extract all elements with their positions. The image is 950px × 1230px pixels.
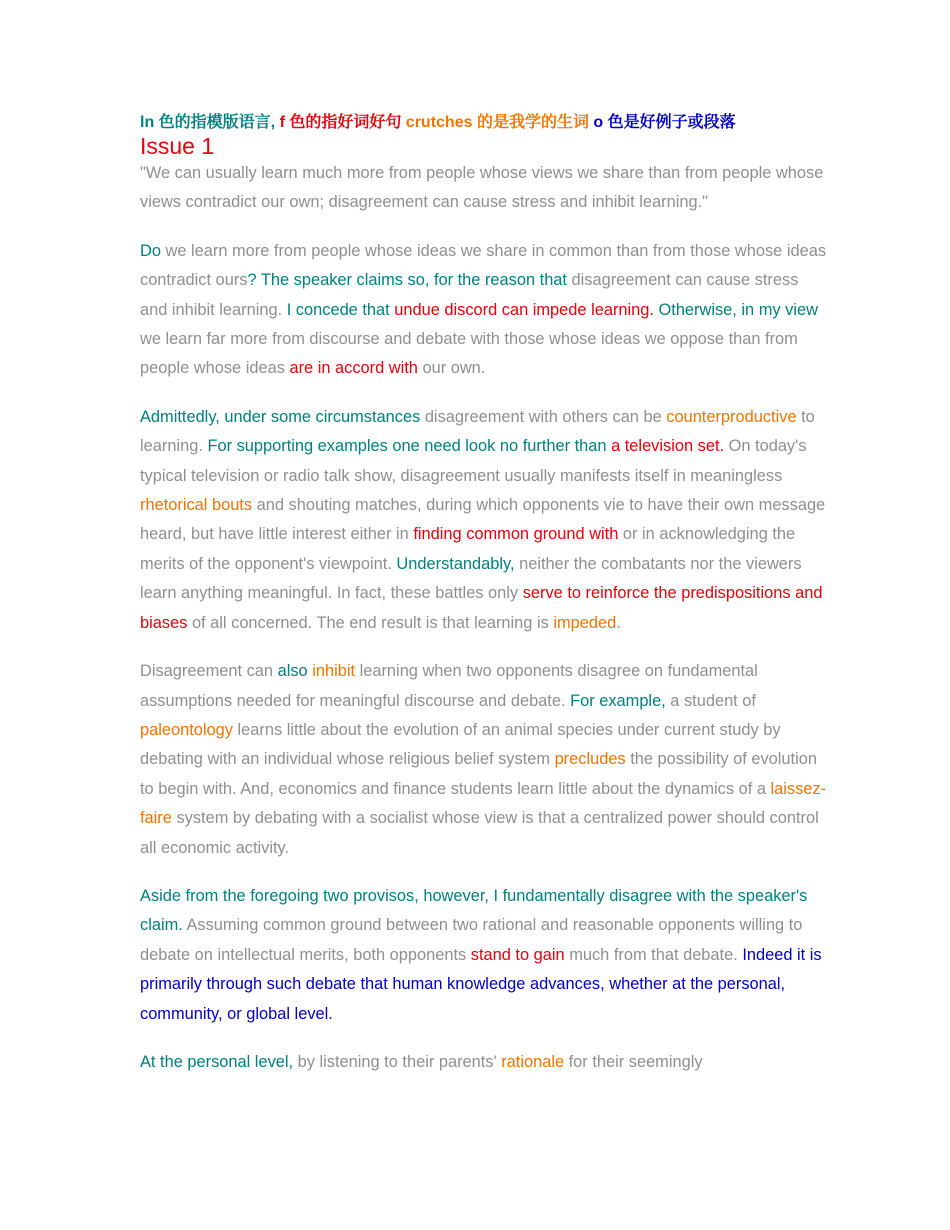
text-segment: a student of xyxy=(665,691,756,710)
legend-teal-label: ln 色的指模版语言, xyxy=(140,114,276,131)
text-segment: by listening to their parents' xyxy=(293,1052,502,1071)
essay-paragraph xyxy=(140,237,830,384)
text-segment: for their seemingly xyxy=(564,1052,703,1071)
text-segment: At the personal level, xyxy=(140,1052,294,1071)
text-segment: Otherwise, in my view xyxy=(658,300,818,319)
text-segment: a television set. xyxy=(606,437,725,456)
essay-paragraph xyxy=(140,657,830,863)
text-segment: we learn far more from discourse and debate with those whose ideas we oppose than from people whose ideas xyxy=(140,330,798,378)
text-segment: and shouting matches, during which opponents vie to have their own message heard, but have little interest either in xyxy=(140,496,826,544)
text-segment: system by debating with a socialist whose view is that a centralized power should control all economic activity. xyxy=(140,809,819,857)
legend-red-label: f 色的指好词好句 xyxy=(275,114,406,131)
legend-orange-label: crutches 的是我学的生词 xyxy=(405,114,594,131)
text-segment: undue discord can impede learning. xyxy=(394,300,654,319)
text-segment: impeded xyxy=(553,613,617,632)
text-segment: neither the combatants nor the viewers learn anything meaningful. In fact, these battles only xyxy=(140,554,802,603)
text-segment: I concede that xyxy=(286,300,395,319)
essay-paragraph xyxy=(140,403,830,638)
text-segment: For example, xyxy=(570,691,666,710)
text-segment: are in accord with xyxy=(289,359,418,378)
essay-paragraph xyxy=(140,882,830,1029)
text-segment: learns little about the evolution of an animal species under current study by debating with an individual whose religious belief system xyxy=(140,720,781,769)
text-segment: For supporting examples one need look no further than xyxy=(207,437,607,456)
text-segment: much from that debate. xyxy=(564,945,743,964)
text-segment: precludes xyxy=(554,750,626,769)
text-segment: paleontology xyxy=(140,720,233,739)
text-segment: of all concerned. The end result is that learning is xyxy=(187,613,554,632)
essay-paragraph xyxy=(140,1048,830,1077)
text-segment: counterproductive xyxy=(666,407,797,426)
text-segment: the possibility of evolution to begin with. And, economics and finance students learn little about the dynamics of a xyxy=(140,750,817,798)
text-segment: Do xyxy=(140,241,161,260)
issue-title: Issue 1 xyxy=(140,133,215,159)
text-segment: to learning. xyxy=(140,407,815,456)
color-legend xyxy=(140,112,830,134)
text-segment: . xyxy=(616,613,621,632)
text-segment: inhibit xyxy=(312,662,356,681)
text-segment: Admittedly, under some circumstances xyxy=(140,407,421,426)
text-segment: rationale xyxy=(501,1052,565,1071)
text-segment: rhetorical bouts xyxy=(140,496,253,515)
text-segment: Aside from the foregoing two provisos, however, I fundamentally disagree with the speaker's claim. xyxy=(140,886,808,935)
essay-body xyxy=(140,237,830,1078)
text-segment: Disagreement can xyxy=(140,662,278,681)
text-segment: learning when two opponents disagree on fundamental assumptions needed for meaningful discourse and debate. xyxy=(140,662,758,710)
text-segment: ? The speaker claims so, for the reason that xyxy=(247,271,567,290)
issue-prompt: "We can usually learn much more from people whose views we share than from people whose views contradict our own; disagreement can cause stress and inhibit learning." xyxy=(140,164,824,212)
text-segment: Assuming common ground between two rational and reasonable opponents willing to debate on intellectual merits, both opponents xyxy=(140,916,803,964)
document-page xyxy=(140,112,830,1096)
text-segment: also xyxy=(277,662,308,681)
text-segment: disagreement with others can be xyxy=(420,407,667,426)
text-segment: laissez-faire xyxy=(140,779,827,828)
text-segment: disagreement can cause stress and inhibit learning. xyxy=(140,271,799,319)
text-segment: Understandably, xyxy=(396,554,515,573)
text-segment: On today's typical television or radio talk show, disagreement usually manifests itself in meaningless xyxy=(140,437,807,485)
text-segment: stand to gain xyxy=(470,945,565,964)
text-segment: serve to reinforce the predispositions and biases xyxy=(140,584,823,632)
text-segment: finding common ground with xyxy=(413,525,619,544)
text-segment: Indeed it is primarily through such debate that human knowledge advances, whether at the personal, community, or global level. xyxy=(140,945,822,1023)
text-segment: our own. xyxy=(417,359,486,378)
legend-blue-label: o 色是好例子或段落 xyxy=(593,114,736,131)
text-segment: or in acknowledging the merits of the opponent's viewpoint. xyxy=(140,525,796,573)
text-segment: we learn more from people whose ideas we share in common than from those whose ideas contradict ours xyxy=(140,241,827,290)
